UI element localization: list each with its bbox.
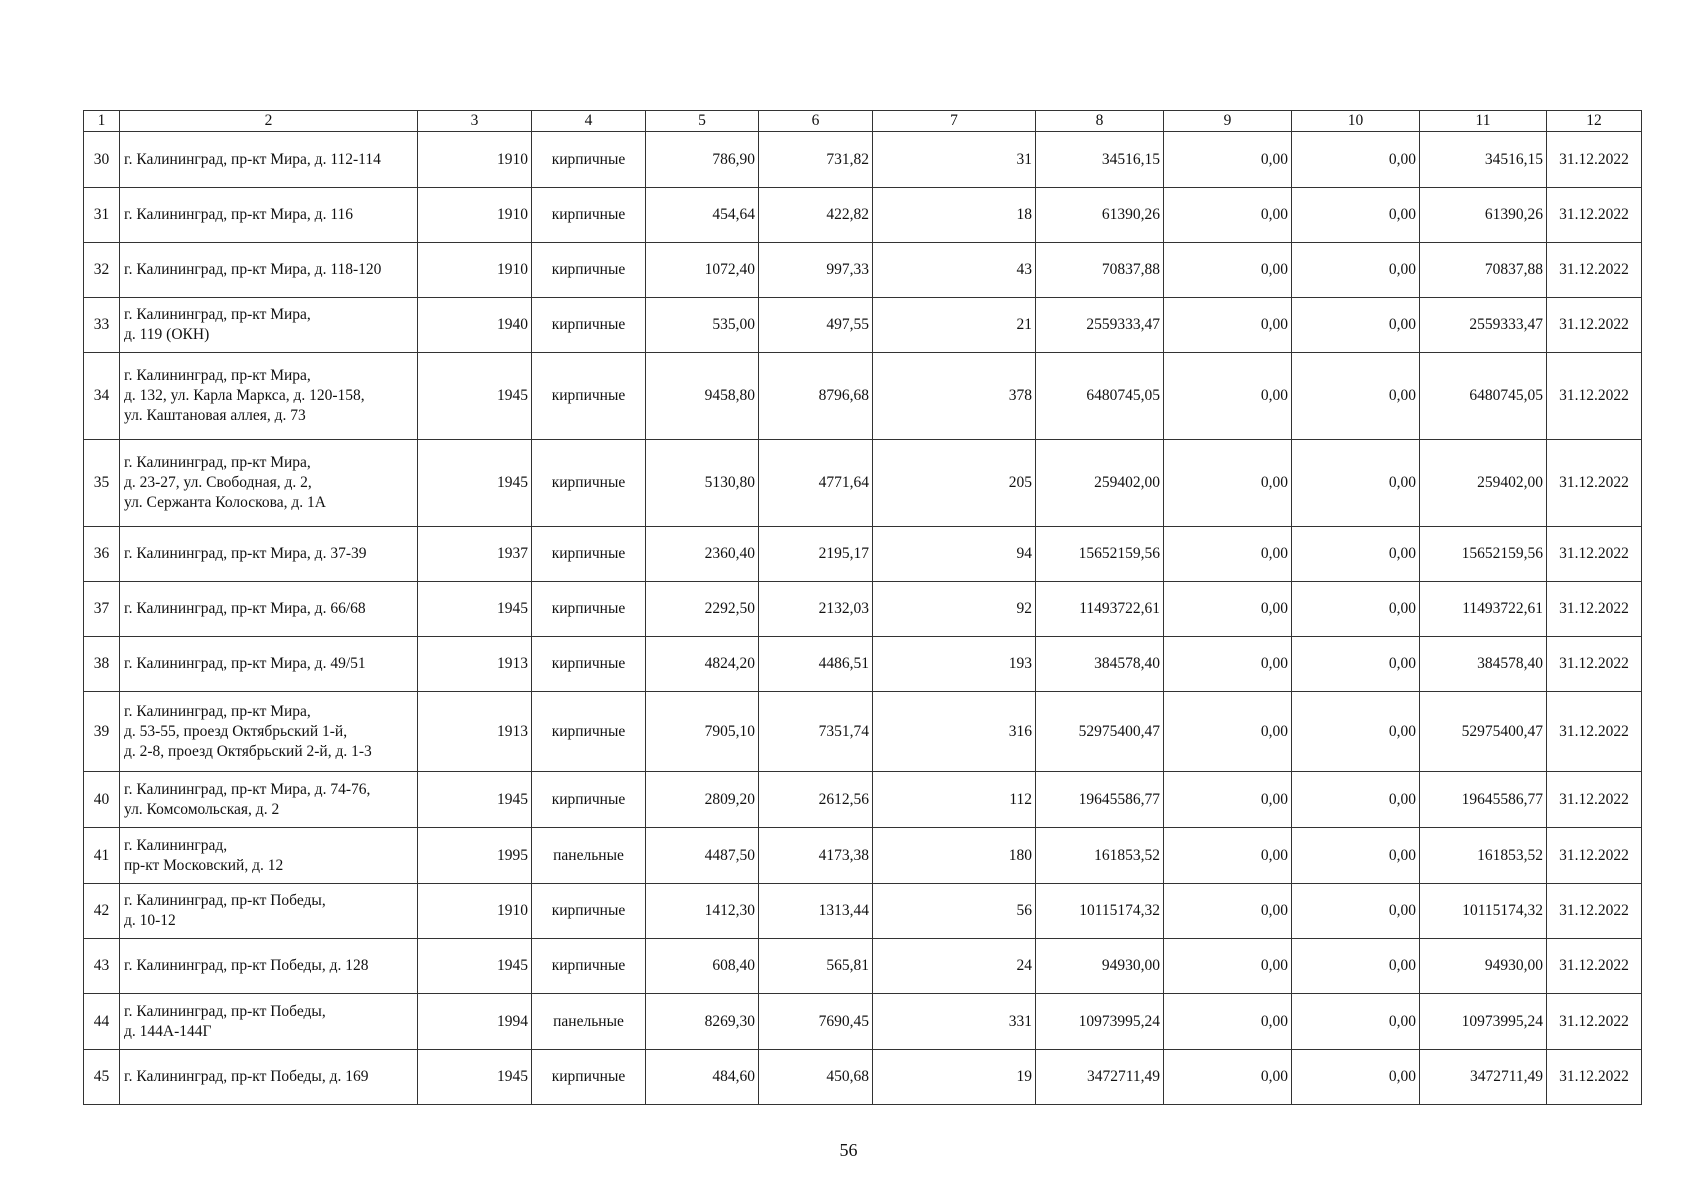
column-header: 4 — [532, 111, 646, 132]
cell-living-area: 450,68 — [759, 1050, 873, 1105]
cell-total-cost: 61390,26 — [1036, 188, 1164, 243]
cell-wall-material: кирпичные — [532, 132, 646, 188]
cell-wall-material: кирпичные — [532, 884, 646, 939]
cell-fund-b: 0,00 — [1292, 527, 1420, 582]
cell-address — [120, 772, 418, 828]
cell-wall-material: кирпичные — [532, 298, 646, 353]
cell-row-number: 33 — [84, 298, 120, 353]
cell-address — [120, 1050, 418, 1105]
cell-year: 1940 — [418, 298, 532, 353]
cell-residents: 24 — [873, 939, 1036, 994]
cell-row-number: 36 — [84, 527, 120, 582]
cell-address — [120, 440, 418, 527]
column-header: 2 — [120, 111, 418, 132]
cell-wall-material: кирпичные — [532, 939, 646, 994]
cell-living-area: 7690,45 — [759, 994, 873, 1050]
cell-fund-b: 0,00 — [1292, 692, 1420, 772]
cell-total-cost: 3472711,49 — [1036, 1050, 1164, 1105]
housing-table — [83, 110, 1642, 1105]
cell-total-area: 7905,10 — [646, 692, 759, 772]
cell-total-area: 5130,80 — [646, 440, 759, 527]
cell-address — [120, 132, 418, 188]
cell-residents: 378 — [873, 353, 1036, 440]
cell-deadline-date: 31.12.2022 — [1547, 828, 1642, 884]
cell-row-number: 34 — [84, 353, 120, 440]
cell-residents: 21 — [873, 298, 1036, 353]
cell-living-area: 2612,56 — [759, 772, 873, 828]
cell-year: 1910 — [418, 188, 532, 243]
cell-address — [120, 994, 418, 1050]
cell-living-area: 565,81 — [759, 939, 873, 994]
cell-wall-material: кирпичные — [532, 772, 646, 828]
cell-residents: 94 — [873, 527, 1036, 582]
column-header: 5 — [646, 111, 759, 132]
cell-fund-b: 0,00 — [1292, 353, 1420, 440]
table-row — [84, 692, 1642, 772]
cell-total-cost: 19645586,77 — [1036, 772, 1164, 828]
cell-living-area: 497,55 — [759, 298, 873, 353]
cell-residents: 43 — [873, 243, 1036, 298]
table-row — [84, 582, 1642, 637]
cell-total-cost: 161853,52 — [1036, 828, 1164, 884]
address-text: г. Калининград, пр-кт Мира, д. 112-114 — [124, 150, 381, 168]
cell-fund-a: 0,00 — [1164, 1050, 1292, 1105]
cell-address — [120, 692, 418, 772]
cell-total-area: 786,90 — [646, 132, 759, 188]
cell-other-cost: 19645586,77 — [1420, 772, 1547, 828]
cell-deadline-date: 31.12.2022 — [1547, 772, 1642, 828]
cell-wall-material: кирпичные — [532, 353, 646, 440]
cell-living-area: 4173,38 — [759, 828, 873, 884]
column-header: 1 — [84, 111, 120, 132]
cell-fund-a: 0,00 — [1164, 692, 1292, 772]
cell-row-number: 42 — [84, 884, 120, 939]
table-row — [84, 188, 1642, 243]
table-row — [84, 353, 1642, 440]
cell-residents: 205 — [873, 440, 1036, 527]
cell-fund-b: 0,00 — [1292, 188, 1420, 243]
cell-fund-b: 0,00 — [1292, 828, 1420, 884]
cell-address — [120, 828, 418, 884]
cell-wall-material: кирпичные — [532, 1050, 646, 1105]
cell-fund-a: 0,00 — [1164, 353, 1292, 440]
cell-total-cost: 11493722,61 — [1036, 582, 1164, 637]
cell-total-area: 4487,50 — [646, 828, 759, 884]
cell-row-number: 39 — [84, 692, 120, 772]
cell-fund-b: 0,00 — [1292, 994, 1420, 1050]
cell-wall-material: панельные — [532, 828, 646, 884]
cell-deadline-date: 31.12.2022 — [1547, 527, 1642, 582]
cell-address — [120, 243, 418, 298]
cell-deadline-date: 31.12.2022 — [1547, 243, 1642, 298]
cell-address — [120, 582, 418, 637]
column-header: 8 — [1036, 111, 1164, 132]
cell-wall-material: кирпичные — [532, 243, 646, 298]
cell-living-area: 4486,51 — [759, 637, 873, 692]
cell-address — [120, 527, 418, 582]
cell-other-cost: 10973995,24 — [1420, 994, 1547, 1050]
cell-fund-b: 0,00 — [1292, 939, 1420, 994]
cell-deadline-date: 31.12.2022 — [1547, 582, 1642, 637]
cell-wall-material: панельные — [532, 994, 646, 1050]
cell-total-area: 2809,20 — [646, 772, 759, 828]
cell-total-area: 8269,30 — [646, 994, 759, 1050]
cell-row-number: 45 — [84, 1050, 120, 1105]
table-row — [84, 994, 1642, 1050]
cell-deadline-date: 31.12.2022 — [1547, 353, 1642, 440]
cell-other-cost: 6480745,05 — [1420, 353, 1547, 440]
table-row — [84, 1050, 1642, 1105]
cell-total-area: 4824,20 — [646, 637, 759, 692]
cell-fund-b: 0,00 — [1292, 440, 1420, 527]
cell-residents: 31 — [873, 132, 1036, 188]
column-header: 6 — [759, 111, 873, 132]
cell-total-area: 535,00 — [646, 298, 759, 353]
cell-fund-a: 0,00 — [1164, 939, 1292, 994]
cell-fund-a: 0,00 — [1164, 243, 1292, 298]
cell-total-cost: 52975400,47 — [1036, 692, 1164, 772]
cell-address — [120, 188, 418, 243]
cell-total-cost: 10973995,24 — [1036, 994, 1164, 1050]
address-text: г. Калининград, пр-кт Московский, д. 12 — [124, 836, 284, 874]
cell-other-cost: 2559333,47 — [1420, 298, 1547, 353]
cell-year: 1994 — [418, 994, 532, 1050]
cell-fund-b: 0,00 — [1292, 298, 1420, 353]
cell-row-number: 30 — [84, 132, 120, 188]
cell-other-cost: 3472711,49 — [1420, 1050, 1547, 1105]
cell-other-cost: 61390,26 — [1420, 188, 1547, 243]
table-row — [84, 243, 1642, 298]
table-row — [84, 637, 1642, 692]
cell-residents: 19 — [873, 1050, 1036, 1105]
cell-other-cost: 34516,15 — [1420, 132, 1547, 188]
table-row — [84, 828, 1642, 884]
cell-deadline-date: 31.12.2022 — [1547, 939, 1642, 994]
address-text: г. Калининград, пр-кт Мира, д. 74-76, ул. Комсомольская, д. 2 — [124, 780, 371, 818]
cell-address — [120, 637, 418, 692]
cell-fund-a: 0,00 — [1164, 440, 1292, 527]
cell-year: 1937 — [418, 527, 532, 582]
cell-residents: 193 — [873, 637, 1036, 692]
column-header: 11 — [1420, 111, 1547, 132]
cell-living-area: 422,82 — [759, 188, 873, 243]
cell-residents: 92 — [873, 582, 1036, 637]
cell-fund-a: 0,00 — [1164, 828, 1292, 884]
cell-fund-b: 0,00 — [1292, 637, 1420, 692]
cell-residents: 112 — [873, 772, 1036, 828]
cell-other-cost: 161853,52 — [1420, 828, 1547, 884]
cell-residents: 316 — [873, 692, 1036, 772]
cell-other-cost: 15652159,56 — [1420, 527, 1547, 582]
address-text: г. Калининград, пр-кт Мира, д. 37-39 — [124, 545, 367, 562]
table-row — [84, 132, 1642, 188]
cell-fund-b: 0,00 — [1292, 884, 1420, 939]
cell-total-cost: 2559333,47 — [1036, 298, 1164, 353]
column-header: 10 — [1292, 111, 1420, 132]
table-row — [84, 884, 1642, 939]
cell-fund-a: 0,00 — [1164, 298, 1292, 353]
cell-fund-b: 0,00 — [1292, 1050, 1420, 1105]
cell-year: 1945 — [418, 440, 532, 527]
cell-living-area: 4771,64 — [759, 440, 873, 527]
cell-year: 1913 — [418, 692, 532, 772]
cell-total-cost: 15652159,56 — [1036, 527, 1164, 582]
cell-year: 1945 — [418, 1050, 532, 1105]
cell-living-area: 2195,17 — [759, 527, 873, 582]
cell-year: 1910 — [418, 132, 532, 188]
cell-other-cost: 11493722,61 — [1420, 582, 1547, 637]
cell-fund-a: 0,00 — [1164, 772, 1292, 828]
cell-fund-a: 0,00 — [1164, 994, 1292, 1050]
cell-total-area: 2292,50 — [646, 582, 759, 637]
cell-year: 1910 — [418, 243, 532, 298]
cell-fund-a: 0,00 — [1164, 582, 1292, 637]
cell-wall-material: кирпичные — [532, 692, 646, 772]
cell-total-area: 1412,30 — [646, 884, 759, 939]
cell-year: 1913 — [418, 637, 532, 692]
cell-wall-material: кирпичные — [532, 637, 646, 692]
cell-other-cost: 384578,40 — [1420, 637, 1547, 692]
cell-total-area: 454,64 — [646, 188, 759, 243]
cell-deadline-date: 31.12.2022 — [1547, 884, 1642, 939]
cell-fund-a: 0,00 — [1164, 132, 1292, 188]
cell-row-number: 43 — [84, 939, 120, 994]
column-header: 7 — [873, 111, 1036, 132]
table-row — [84, 772, 1642, 828]
cell-row-number: 35 — [84, 440, 120, 527]
table-row — [84, 440, 1642, 527]
cell-fund-a: 0,00 — [1164, 884, 1292, 939]
cell-row-number: 44 — [84, 994, 120, 1050]
cell-year: 1995 — [418, 828, 532, 884]
table-row — [84, 939, 1642, 994]
cell-address — [120, 353, 418, 440]
cell-year: 1945 — [418, 772, 532, 828]
cell-residents: 331 — [873, 994, 1036, 1050]
address-text: г. Калининград, пр-кт Победы, д. 169 — [124, 1068, 369, 1085]
cell-living-area: 1313,44 — [759, 884, 873, 939]
cell-other-cost: 94930,00 — [1420, 939, 1547, 994]
cell-total-cost: 70837,88 — [1036, 243, 1164, 298]
cell-row-number: 40 — [84, 772, 120, 828]
address-text: г. Калининград, пр-кт Мира, д. 119 (ОКН) — [124, 306, 311, 343]
address-text: г. Калининград, пр-кт Мира, д. 116 — [124, 206, 353, 223]
cell-deadline-date: 31.12.2022 — [1547, 692, 1642, 772]
address-text: г. Калининград, пр-кт Мира, д. 118-120 — [124, 261, 382, 278]
cell-living-area: 731,82 — [759, 132, 873, 188]
cell-total-cost: 259402,00 — [1036, 440, 1164, 527]
cell-deadline-date: 31.12.2022 — [1547, 440, 1642, 527]
cell-living-area: 997,33 — [759, 243, 873, 298]
page-number: 56 — [839, 1140, 858, 1160]
cell-total-cost: 34516,15 — [1036, 132, 1164, 188]
cell-row-number: 32 — [84, 243, 120, 298]
cell-fund-b: 0,00 — [1292, 582, 1420, 637]
cell-fund-a: 0,00 — [1164, 188, 1292, 243]
table-row — [84, 298, 1642, 353]
cell-year: 1945 — [418, 353, 532, 440]
cell-row-number: 31 — [84, 188, 120, 243]
address-text: г. Калининград, пр-кт Мира, д. 132, ул. Карла Маркса, д. 120-158, ул. Каштановая аллея, д. 73 — [124, 367, 365, 424]
cell-other-cost: 259402,00 — [1420, 440, 1547, 527]
cell-residents: 56 — [873, 884, 1036, 939]
cell-wall-material: кирпичные — [532, 527, 646, 582]
address-text: г. Калининград, пр-кт Мира, д. 53-55, проезд Октябрьский 1-й, д. 2-8, проезд Октябрьский 2-й, д. 1-3 — [124, 702, 372, 760]
cell-wall-material: кирпичные — [532, 582, 646, 637]
cell-total-area: 2360,40 — [646, 527, 759, 582]
table-body — [84, 132, 1642, 1105]
column-number-row — [84, 111, 1642, 132]
address-text: г. Калининград, пр-кт Мира, д. 23-27, ул. Свободная, д. 2, ул. Сержанта Колоскова, д. 1А — [124, 454, 326, 511]
cell-wall-material: кирпичные — [532, 188, 646, 243]
cell-wall-material: кирпичные — [532, 440, 646, 527]
address-text: г. Калининград, пр-кт Победы, д. 144А-144Г — [124, 1002, 326, 1040]
cell-row-number: 38 — [84, 637, 120, 692]
cell-year: 1910 — [418, 884, 532, 939]
cell-deadline-date: 31.12.2022 — [1547, 132, 1642, 188]
column-header: 3 — [418, 111, 532, 132]
cell-year: 1945 — [418, 939, 532, 994]
cell-deadline-date: 31.12.2022 — [1547, 298, 1642, 353]
cell-year: 1945 — [418, 582, 532, 637]
column-header: 9 — [1164, 111, 1292, 132]
cell-deadline-date: 31.12.2022 — [1547, 188, 1642, 243]
cell-total-cost: 6480745,05 — [1036, 353, 1164, 440]
cell-other-cost: 52975400,47 — [1420, 692, 1547, 772]
cell-row-number: 41 — [84, 828, 120, 884]
column-header: 12 — [1547, 111, 1642, 132]
cell-fund-b: 0,00 — [1292, 132, 1420, 188]
address-text: г. Калининград, пр-кт Победы, д. 128 — [124, 957, 369, 974]
cell-total-area: 484,60 — [646, 1050, 759, 1105]
cell-deadline-date: 31.12.2022 — [1547, 1050, 1642, 1105]
cell-fund-b: 0,00 — [1292, 772, 1420, 828]
cell-address — [120, 884, 418, 939]
cell-address — [120, 939, 418, 994]
cell-fund-b: 0,00 — [1292, 243, 1420, 298]
address-text: г. Калининград, пр-кт Мира, д. 49/51 — [124, 655, 366, 672]
cell-fund-a: 0,00 — [1164, 637, 1292, 692]
cell-fund-a: 0,00 — [1164, 527, 1292, 582]
address-text: г. Калининград, пр-кт Мира, д. 66/68 — [124, 600, 366, 617]
cell-living-area: 8796,68 — [759, 353, 873, 440]
cell-total-area: 1072,40 — [646, 243, 759, 298]
cell-deadline-date: 31.12.2022 — [1547, 994, 1642, 1050]
cell-residents: 180 — [873, 828, 1036, 884]
cell-total-cost: 10115174,32 — [1036, 884, 1164, 939]
cell-other-cost: 10115174,32 — [1420, 884, 1547, 939]
address-text: г. Калининград, пр-кт Победы, д. 10-12 — [124, 892, 326, 929]
housing-table-sheet — [83, 110, 1641, 1105]
cell-residents: 18 — [873, 188, 1036, 243]
cell-other-cost: 70837,88 — [1420, 243, 1547, 298]
cell-total-area: 608,40 — [646, 939, 759, 994]
table-row — [84, 527, 1642, 582]
cell-living-area: 7351,74 — [759, 692, 873, 772]
cell-address — [120, 298, 418, 353]
cell-living-area: 2132,03 — [759, 582, 873, 637]
cell-total-cost: 384578,40 — [1036, 637, 1164, 692]
cell-row-number: 37 — [84, 582, 120, 637]
cell-total-area: 9458,80 — [646, 353, 759, 440]
cell-deadline-date: 31.12.2022 — [1547, 637, 1642, 692]
cell-total-cost: 94930,00 — [1036, 939, 1164, 994]
